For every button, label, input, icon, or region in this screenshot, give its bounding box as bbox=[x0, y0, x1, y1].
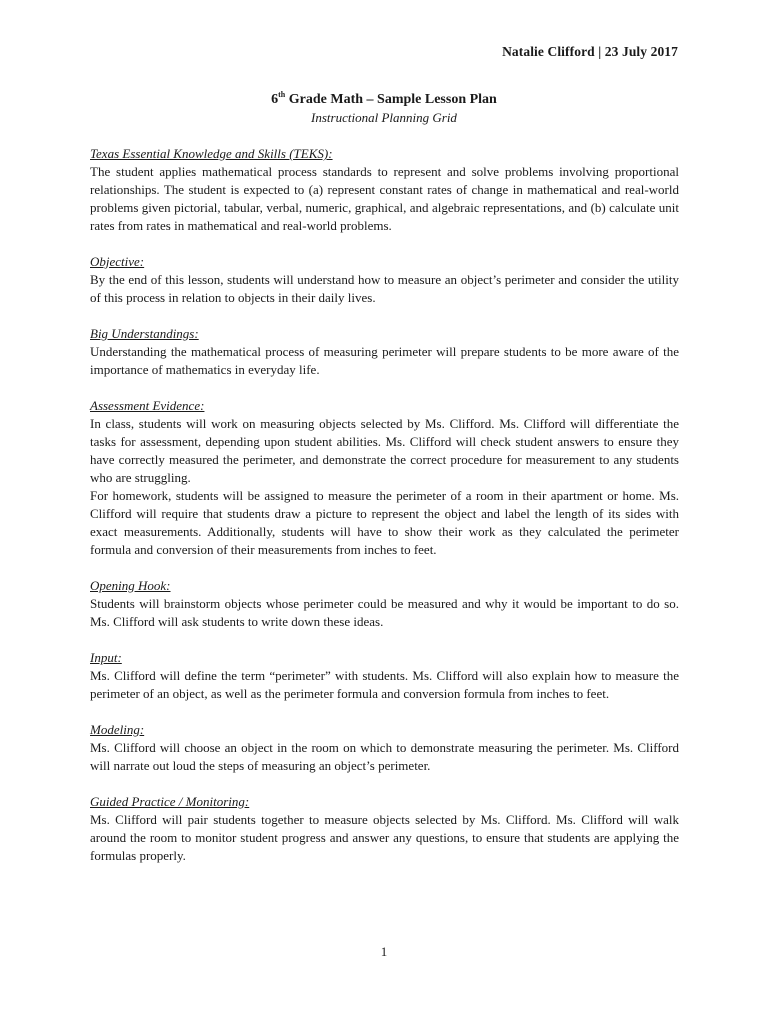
section-heading-modeling: Modeling: bbox=[90, 722, 145, 737]
title-grade-number: 6 bbox=[271, 92, 279, 107]
section-teks bbox=[90, 145, 679, 235]
title-text: Grade Math – Sample Lesson Plan bbox=[285, 92, 497, 107]
section-paragraph: Ms. Clifford will define the term “perimeter” with students. Ms. Clifford will also explain how to measure the perimeter of an object, as well as the perimeter formula and conversion formula from inches to feet. bbox=[90, 668, 679, 701]
section-heading-teks: Texas Essential Knowledge and Skills (TEKS): bbox=[90, 146, 333, 161]
section-paragraph: Understanding the mathematical process of measuring perimeter will prepare students to be more aware of the importance of mathematics in everyday life. bbox=[90, 344, 679, 377]
author-date-header: Natalie Clifford | 23 July 2017 bbox=[502, 44, 678, 59]
section-paragraph: For homework, students will be assigned to measure the perimeter of a room in their apartment or home. Ms. Clifford will require that students draw a picture to represent the object and label the length of its sides with exact measurements. Additionally, students will have to show their work as they calculated the perimeter formula and conversion of their measurements from inches to feet. bbox=[90, 488, 679, 557]
section-assessment-evidence bbox=[90, 397, 679, 559]
title-superscript: th bbox=[278, 90, 286, 99]
section-paragraph: Ms. Clifford will choose an object in the room on which to demonstrate measuring the perimeter. Ms. Clifford will narrate out loud the steps of measuring an object’s perimeter. bbox=[90, 740, 679, 773]
section-heading-assessment-evidence: Assessment Evidence: bbox=[90, 398, 205, 413]
document-body bbox=[90, 145, 679, 883]
section-heading-objective: Objective: bbox=[90, 254, 145, 269]
section-paragraph: By the end of this lesson, students will understand how to measure an object’s perimeter and consider the utility of this process in relation to objects in their daily lives. bbox=[90, 272, 679, 305]
section-heading-input: Input: bbox=[90, 650, 122, 665]
section-big-understandings bbox=[90, 325, 679, 379]
section-paragraph: The student applies mathematical process standards to represent and solve problems involving proportional relationships. The student is expected to (a) represent constant rates of change in mathematical and real-world problems given pictorial, tabular, verbal, numeric, graphical, and algebraic representations, and (b) calculate unit rates from rates in mathematical and real-world problems. bbox=[90, 164, 679, 233]
section-objective bbox=[90, 253, 679, 307]
section-paragraph: Students will brainstorm objects whose perimeter could be measured and why it would be important to do so. Ms. Clifford will ask students to write down these ideas. bbox=[90, 596, 679, 629]
section-paragraph: In class, students will work on measuring objects selected by Ms. Clifford. Ms. Clifford will differentiate the tasks for assessment, depending upon student abilities. Ms. Clifford will check student answers to ensure they have correctly measured the perimeter, and demonstrate the correct procedure for measurement to any students who are struggling. bbox=[90, 416, 679, 485]
page-number: 1 bbox=[380, 944, 388, 959]
section-guided-practice bbox=[90, 793, 679, 865]
section-heading-guided-practice: Guided Practice / Monitoring: bbox=[90, 794, 250, 809]
document-title bbox=[0, 92, 768, 108]
section-modeling bbox=[90, 721, 679, 775]
section-input bbox=[90, 649, 679, 703]
section-paragraph: Ms. Clifford will pair students together to measure objects selected by Ms. Clifford. Ms. Clifford will walk around the room to monitor student progress and answer any questions, to ensure that students are applying the formulas properly. bbox=[90, 812, 679, 863]
section-heading-opening-hook: Opening Hook: bbox=[90, 578, 171, 593]
section-opening-hook bbox=[90, 577, 679, 631]
document-subtitle: Instructional Planning Grid bbox=[311, 110, 457, 125]
section-heading-big-understandings: Big Understandings: bbox=[90, 326, 199, 341]
